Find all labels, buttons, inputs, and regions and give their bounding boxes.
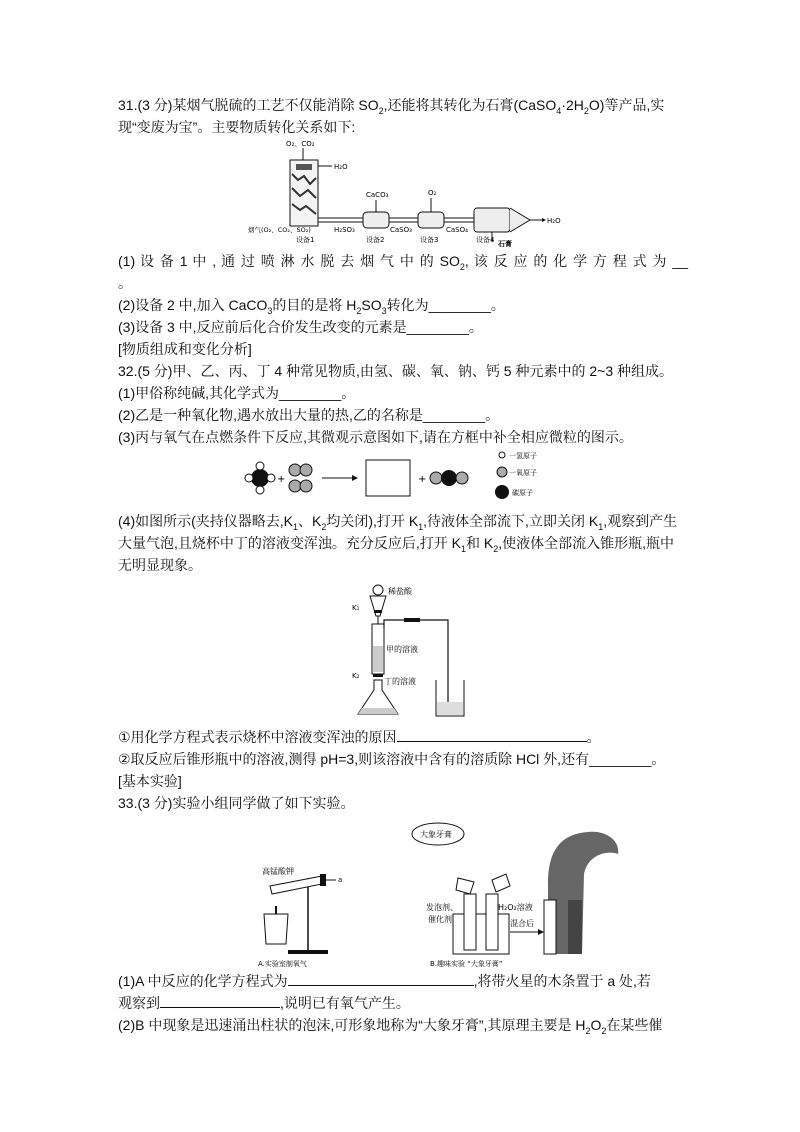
fig-caco3: CaCO₃ (366, 191, 389, 199)
fig-foaming-agent: 发泡剂、 (426, 903, 458, 912)
q31-part1: (1) 设 备 1 中 , 通 过 喷 淋 水 脱 去 烟 气 中 的 $SO_2$, 该 反 应 的 化 学 方 程 式 为 __ (118, 253, 689, 272)
q31-stem-line2: 现“变废为宝”。主要物质转化关系如下: (118, 119, 356, 135)
experiments-svg (248, 814, 668, 970)
plus-1: + (277, 474, 286, 485)
apparatus-diagram (340, 580, 500, 720)
fig-k2: K₂ (352, 672, 360, 680)
answer-box (366, 460, 410, 496)
q32-sub2: ②取反应后锥形瓶中的溶液,测得 pH=3,则该溶液中含有的溶质除 HCl 外,还有________。 (118, 751, 666, 767)
foam-column (548, 832, 618, 954)
desulfurization-svg (248, 138, 561, 250)
q33-part2: (2)B 中现象是迅速涌出柱状的泡沫,可形象地称为“大象牙膏”,其原理主要是 $H_2O_2$在某些催 (118, 1017, 663, 1036)
fig-after-mix: 混合后 (510, 919, 534, 928)
test-tube (270, 876, 322, 894)
blank-equation[interactable] (397, 727, 587, 742)
fig-device1-label: 设备1 (296, 236, 315, 244)
fig-h2o-out: H₂O (547, 217, 561, 225)
fig-caso3: CaSO₃ (390, 226, 412, 234)
fig-point-a: a (338, 876, 343, 884)
q32-part1: (1)甲俗称纯碱,其化学式为________。 (118, 385, 356, 401)
separatory-funnel (373, 585, 383, 595)
device2 (363, 212, 389, 228)
q31-part1-end: 。 (118, 275, 132, 291)
q32-part4-line3: 无明显现象。 (118, 557, 202, 573)
experiments-figure (248, 814, 668, 970)
q33-stem: 33.(3 分)实验小组同学做了如下实验。 (118, 795, 355, 811)
legend-carbon: 碳原子 (512, 489, 533, 497)
caption-a: A.实验室制氧气 (258, 960, 307, 968)
fig-kmno4: 高锰酸钾 (262, 867, 294, 876)
fig-o2: O₂ (428, 189, 437, 197)
plus-2: + (418, 474, 427, 485)
alcohol-lamp (264, 914, 288, 944)
caption-b: B.趣味实验 “大象牙膏” (430, 960, 503, 968)
q32-stem: 32.(5 分)甲、乙、丙、丁 4 种常见物质,由氢、碳、氧、钠、钙 5 种元素中的 2~3 种组成。 (118, 363, 674, 379)
section-basic-experiment: [基本实验] (118, 773, 182, 789)
fig-flue-gas: 烟气(O₂、CO₂、SO₂) (248, 226, 311, 234)
fig-dilute-hcl: 稀盐酸 (388, 587, 412, 596)
legend-oxygen: 一氧原子 (509, 469, 537, 477)
device3 (418, 212, 444, 228)
fig-caso4: CaSO₄ (446, 226, 468, 234)
q32-part4: (4)如图所示(夹持仪器略去$,K_1$、$K_2$均关闭),打开 $K_1$,待液体全部流下,立即关闭 $K_1$,观察到产生 (118, 513, 678, 532)
section-composition: [物质组成和变化分析] (118, 341, 252, 357)
q32-sub1: ①用化学方程式表示烧杯中溶液变浑浊的原因 。 (118, 729, 601, 745)
micro-reaction-diagram (244, 448, 684, 506)
q33-part1-line2: 观察到 ,说明已有氧气产生。 (118, 995, 410, 1011)
apparatus-svg (340, 580, 500, 720)
q32-part2: (2)乙是一种氧化物,遇水放出大量的热,乙的名称是________。 (118, 407, 500, 423)
fig-h2o2: H₂O₂溶液 (498, 903, 533, 912)
legend-hydrogen: 一氢原子 (509, 452, 537, 460)
fig-jia-solution: 甲的溶液 (386, 645, 418, 654)
blank-observation[interactable] (160, 993, 280, 1008)
device4 (474, 208, 510, 232)
fig-catalyst: 催化剂 (428, 915, 452, 924)
q31-part2: (2)设备 2 中,加入 CaCO$_3$的目的是将 $H_2SO_3$转化为________。 (118, 297, 505, 316)
q31-part3: (3)设备 3 中,反应前后化合价发生改变的元素是________。 (118, 319, 483, 335)
blank-equation-a[interactable] (288, 971, 474, 986)
q31-stem: 31.(3 分)某烟气脱硫的工艺不仅能消除 $SO_2$,还能将其转化为石膏$(CaSO_4\cdot 2H_2O)$等产品,实 (118, 97, 665, 116)
desulfurization-diagram (248, 138, 561, 250)
fig-device2-label: 设备2 (366, 236, 385, 244)
fig-h2o-in: H₂O (334, 163, 348, 171)
q32-part4-line2: 大量气泡,且烧杯中丁的溶液变浑浊。充分反应后,打开 $K_1$和 $K_2$,使液体全部流入锥形瓶,瓶中 (118, 535, 675, 554)
fig-bubble-text: 大象牙膏 (420, 830, 452, 839)
fig-h2so3: H₂SO₃ (334, 226, 355, 234)
fig-ding-solution: 丁的溶液 (384, 677, 416, 686)
q33-part1: (1)A 中反应的化学方程式为 ,将带火星的木条置于 a 处,若 (118, 973, 651, 989)
trough (453, 914, 509, 954)
fig-device3-label: 设备3 (420, 236, 439, 244)
q32-part3: (3)丙与氧气在点燃条件下反应,其微观示意图如下,请在方框中补全相应微粒的图示。 (118, 429, 633, 445)
fig-device4-label: 设备4 (476, 236, 495, 244)
exam-page (118, 92, 688, 1036)
fig-k1: K₁ (352, 604, 360, 612)
micro-reaction-svg (244, 448, 684, 506)
fig-top-gas: O₂、CO₂ (286, 140, 315, 148)
carbon-atom (251, 469, 269, 487)
fig-gypsum: 石膏 (498, 240, 512, 248)
